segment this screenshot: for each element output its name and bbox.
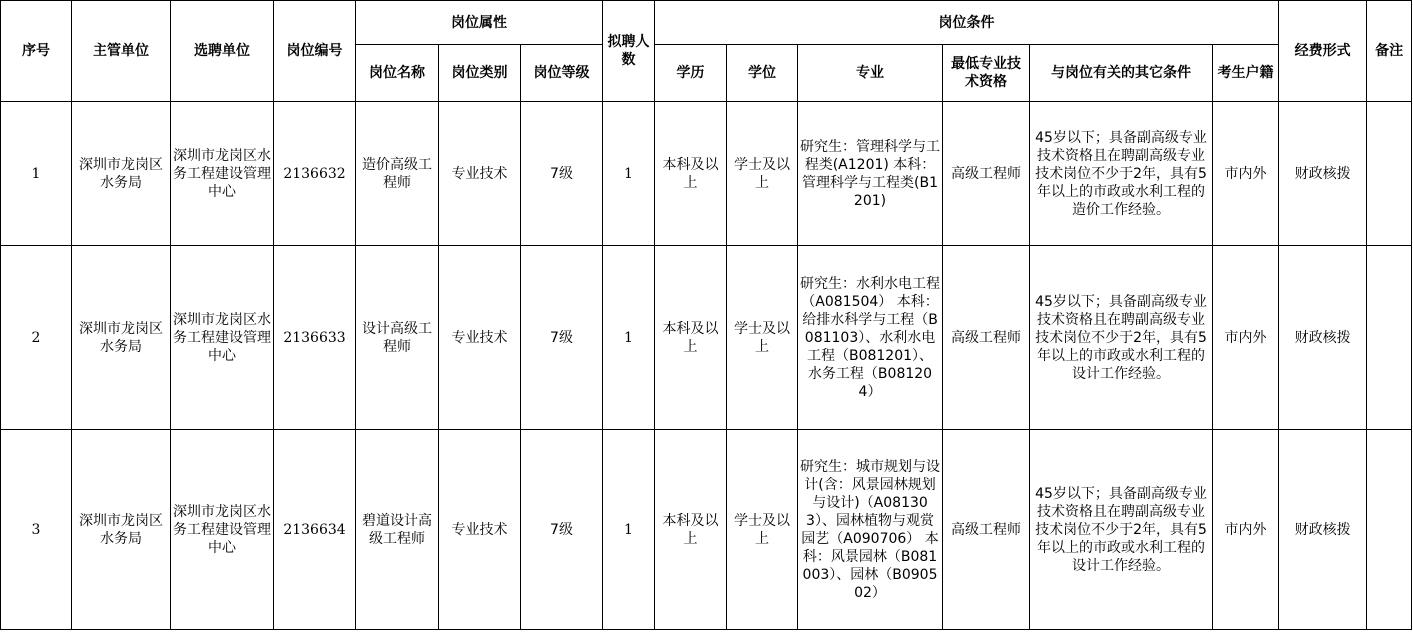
cell-major: 研究生：城市规划与设计(含：风景园林规划与设计)（A081303）、园林植物与观赏园艺（A090706） 本科：风景园林（B081003）、园林（B090502）	[798, 430, 943, 630]
header-major: 专业	[798, 45, 943, 102]
cell-post-code: 2136633	[274, 246, 356, 430]
cell-post-grade: 7级	[521, 430, 603, 630]
cell-remarks	[1367, 102, 1412, 246]
header-row-1	[1, 1, 1412, 45]
cell-degree: 学士及以上	[727, 430, 798, 630]
cell-post-grade: 7级	[521, 246, 603, 430]
cell-education: 本科及以上	[655, 102, 727, 246]
cell-education: 本科及以上	[655, 430, 727, 630]
cell-education: 本科及以上	[655, 246, 727, 430]
cell-post-type: 专业技术	[439, 102, 521, 246]
cell-post-name: 设计高级工程师	[356, 246, 439, 430]
header-min-title: 最低专业技术资格	[943, 45, 1030, 102]
header-planned-count: 拟聘人数	[603, 1, 655, 102]
cell-employer: 深圳市龙岗区水务工程建设管理中心	[171, 246, 274, 430]
header-household: 考生户籍	[1213, 45, 1279, 102]
header-post-code: 岗位编号	[274, 1, 356, 102]
header-funding: 经费形式	[1279, 1, 1367, 102]
cell-funding: 财政核拨	[1279, 102, 1367, 246]
cell-other-conditions: 45岁以下；具备副高级专业技术资格且在聘副高级专业技术岗位不少于2年，具有5年以上的市政或水利工程的设计工作经验。	[1030, 246, 1213, 430]
cell-supervisor: 深圳市龙岗区水务局	[72, 102, 171, 246]
cell-post-name: 造价高级工程师	[356, 102, 439, 246]
header-supervisor: 主管单位	[72, 1, 171, 102]
header-remarks: 备注	[1367, 1, 1412, 102]
cell-supervisor: 深圳市龙岗区水务局	[72, 246, 171, 430]
cell-seq: 2	[1, 246, 72, 430]
cell-post-code: 2136634	[274, 430, 356, 630]
cell-planned-count: 1	[603, 246, 655, 430]
header-post-attributes: 岗位属性	[356, 1, 603, 45]
table-row	[1, 430, 1412, 630]
cell-degree: 学士及以上	[727, 246, 798, 430]
cell-post-type: 专业技术	[439, 430, 521, 630]
cell-seq: 1	[1, 102, 72, 246]
cell-remarks	[1367, 246, 1412, 430]
cell-funding: 财政核拨	[1279, 246, 1367, 430]
header-employer: 选聘单位	[171, 1, 274, 102]
cell-planned-count: 1	[603, 430, 655, 630]
cell-employer: 深圳市龙岗区水务工程建设管理中心	[171, 430, 274, 630]
cell-household: 市内外	[1213, 102, 1279, 246]
cell-post-type: 专业技术	[439, 246, 521, 430]
cell-funding: 财政核拨	[1279, 430, 1367, 630]
header-post-grade: 岗位等级	[521, 45, 603, 102]
table-row	[1, 102, 1412, 246]
header-seq: 序号	[1, 1, 72, 102]
cell-household: 市内外	[1213, 246, 1279, 430]
cell-planned-count: 1	[603, 102, 655, 246]
cell-seq: 3	[1, 430, 72, 630]
header-other-conditions: 与岗位有关的其它条件	[1030, 45, 1213, 102]
cell-employer: 深圳市龙岗区水务工程建设管理中心	[171, 102, 274, 246]
header-post-type: 岗位类别	[439, 45, 521, 102]
header-post-name: 岗位名称	[356, 45, 439, 102]
cell-post-code: 2136632	[274, 102, 356, 246]
cell-post-grade: 7级	[521, 102, 603, 246]
cell-household: 市内外	[1213, 430, 1279, 630]
cell-other-conditions: 45岁以下；具备副高级专业技术资格且在聘副高级专业技术岗位不少于2年，具有5年以上的市政或水利工程的设计工作经验。	[1030, 430, 1213, 630]
cell-post-name: 碧道设计高级工程师	[356, 430, 439, 630]
cell-major: 研究生：水利水电工程（A081504） 本科：给排水科学与工程（B081103）、水利水电工程（B081201）、水务工程（B081204）	[798, 246, 943, 430]
header-post-conditions: 岗位条件	[655, 1, 1279, 45]
cell-major: 研究生：管理科学与工程类(A1201) 本科：管理科学与工程类(B1201)	[798, 102, 943, 246]
cell-other-conditions: 45岁以下；具备副高级专业技术资格且在聘副高级专业技术岗位不少于2年，具有5年以上的市政或水利工程的造价工作经验。	[1030, 102, 1213, 246]
cell-min-title: 高级工程师	[943, 102, 1030, 246]
cell-min-title: 高级工程师	[943, 430, 1030, 630]
cell-remarks	[1367, 430, 1412, 630]
table-row	[1, 246, 1412, 430]
cell-degree: 学士及以上	[727, 102, 798, 246]
header-degree: 学位	[727, 45, 798, 102]
cell-supervisor: 深圳市龙岗区水务局	[72, 430, 171, 630]
header-education: 学历	[655, 45, 727, 102]
cell-min-title: 高级工程师	[943, 246, 1030, 430]
